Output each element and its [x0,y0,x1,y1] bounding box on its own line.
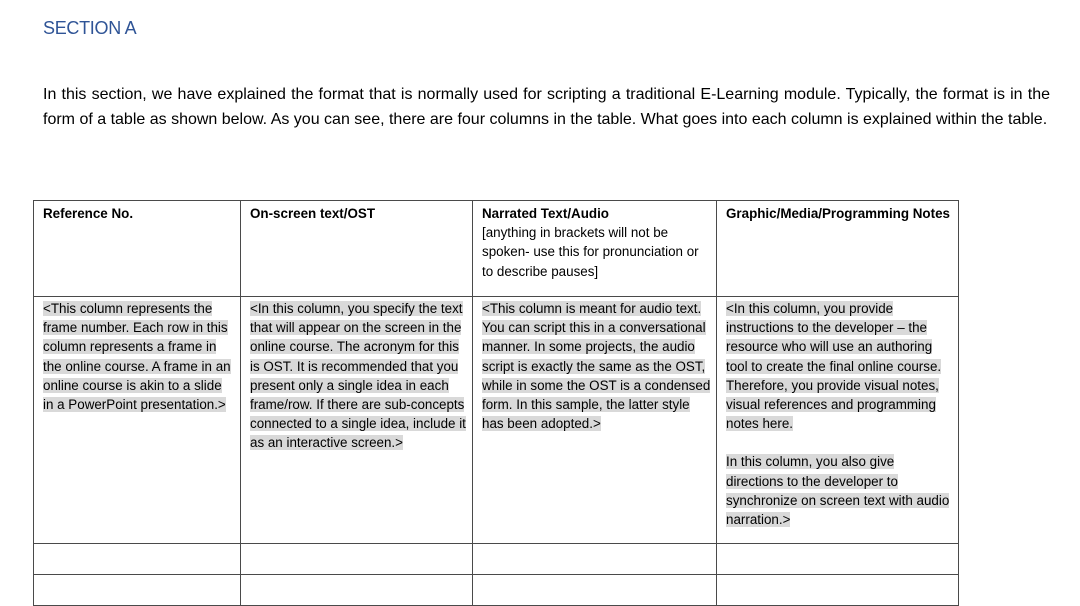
cell-on-screen-text [241,297,473,544]
cell-graphic-notes-text-2: In this column, you also give directions to the developer to synchronize on screen text with audio narration.> [726,454,950,528]
cell-on-screen-text-text: <In this column, you specify the text that will appear on the screen in the online course. The acronym for this is OST. It is recommended that you present only a single idea in each frame/row. If there are sub-concepts connected to a single idea, include it as an interactive screen.> [250,301,466,451]
header-on-screen-text [241,201,473,297]
cell-graphic-notes-text-1: <In this column, you provide instructions to the developer – the resource who will use an authoring tool to create the final online course. Therefore, you provide visual notes, visual references and programming notes here. [726,301,942,432]
cell-narrated-text-text: <This column is meant for audio text. You can script this in a conversational manner. In some projects, the audio script is exactly the same as the OST, while in some the OST is a condensed form. In this sample, the latter style has been adopted.> [482,301,711,432]
header-narrated-text [473,201,717,297]
cell-narrated-text [473,297,717,544]
header-narrated-text-label: Narrated Text/Audio [482,206,609,221]
header-graphic-notes-label: Graphic/Media/Programming Notes [726,206,950,221]
header-reference-no [34,201,241,297]
cell-reference-no-text: <This column represents the frame number. Each row in this column represents a frame in the online course. A frame in an online course is akin to a slide in a PowerPoint presentation.> [43,301,231,413]
section-heading: SECTION A [43,18,137,38]
empty-cell [241,575,473,606]
cell-graphic-notes-para-1 [726,299,953,433]
empty-cell [473,575,717,606]
header-reference-no-label: Reference No. [43,206,134,221]
header-narrated-text-note: [anything in brackets will not be spoken- use this for pronunciation or to describe pauses] [482,225,699,279]
intro-paragraph: In this section, we have explained the format that is normally used for scripting a traditional E-Learning module. Typically, the format is in the form of a table as shown below. As you can see, there are four columns in the table. What goes into each column is explained within the table. [43,86,1050,128]
header-on-screen-text-label: On-screen text/OST [250,206,376,221]
empty-cell [34,575,241,606]
empty-cell [717,575,959,606]
cell-reference-no [34,297,241,544]
script-format-table [33,200,959,606]
table-row [34,297,959,544]
header-graphic-notes [717,201,959,297]
cell-graphic-notes [717,297,959,544]
table-header-row [34,201,959,297]
cell-graphic-notes-para-2 [726,452,953,529]
table-row-empty [34,575,959,606]
